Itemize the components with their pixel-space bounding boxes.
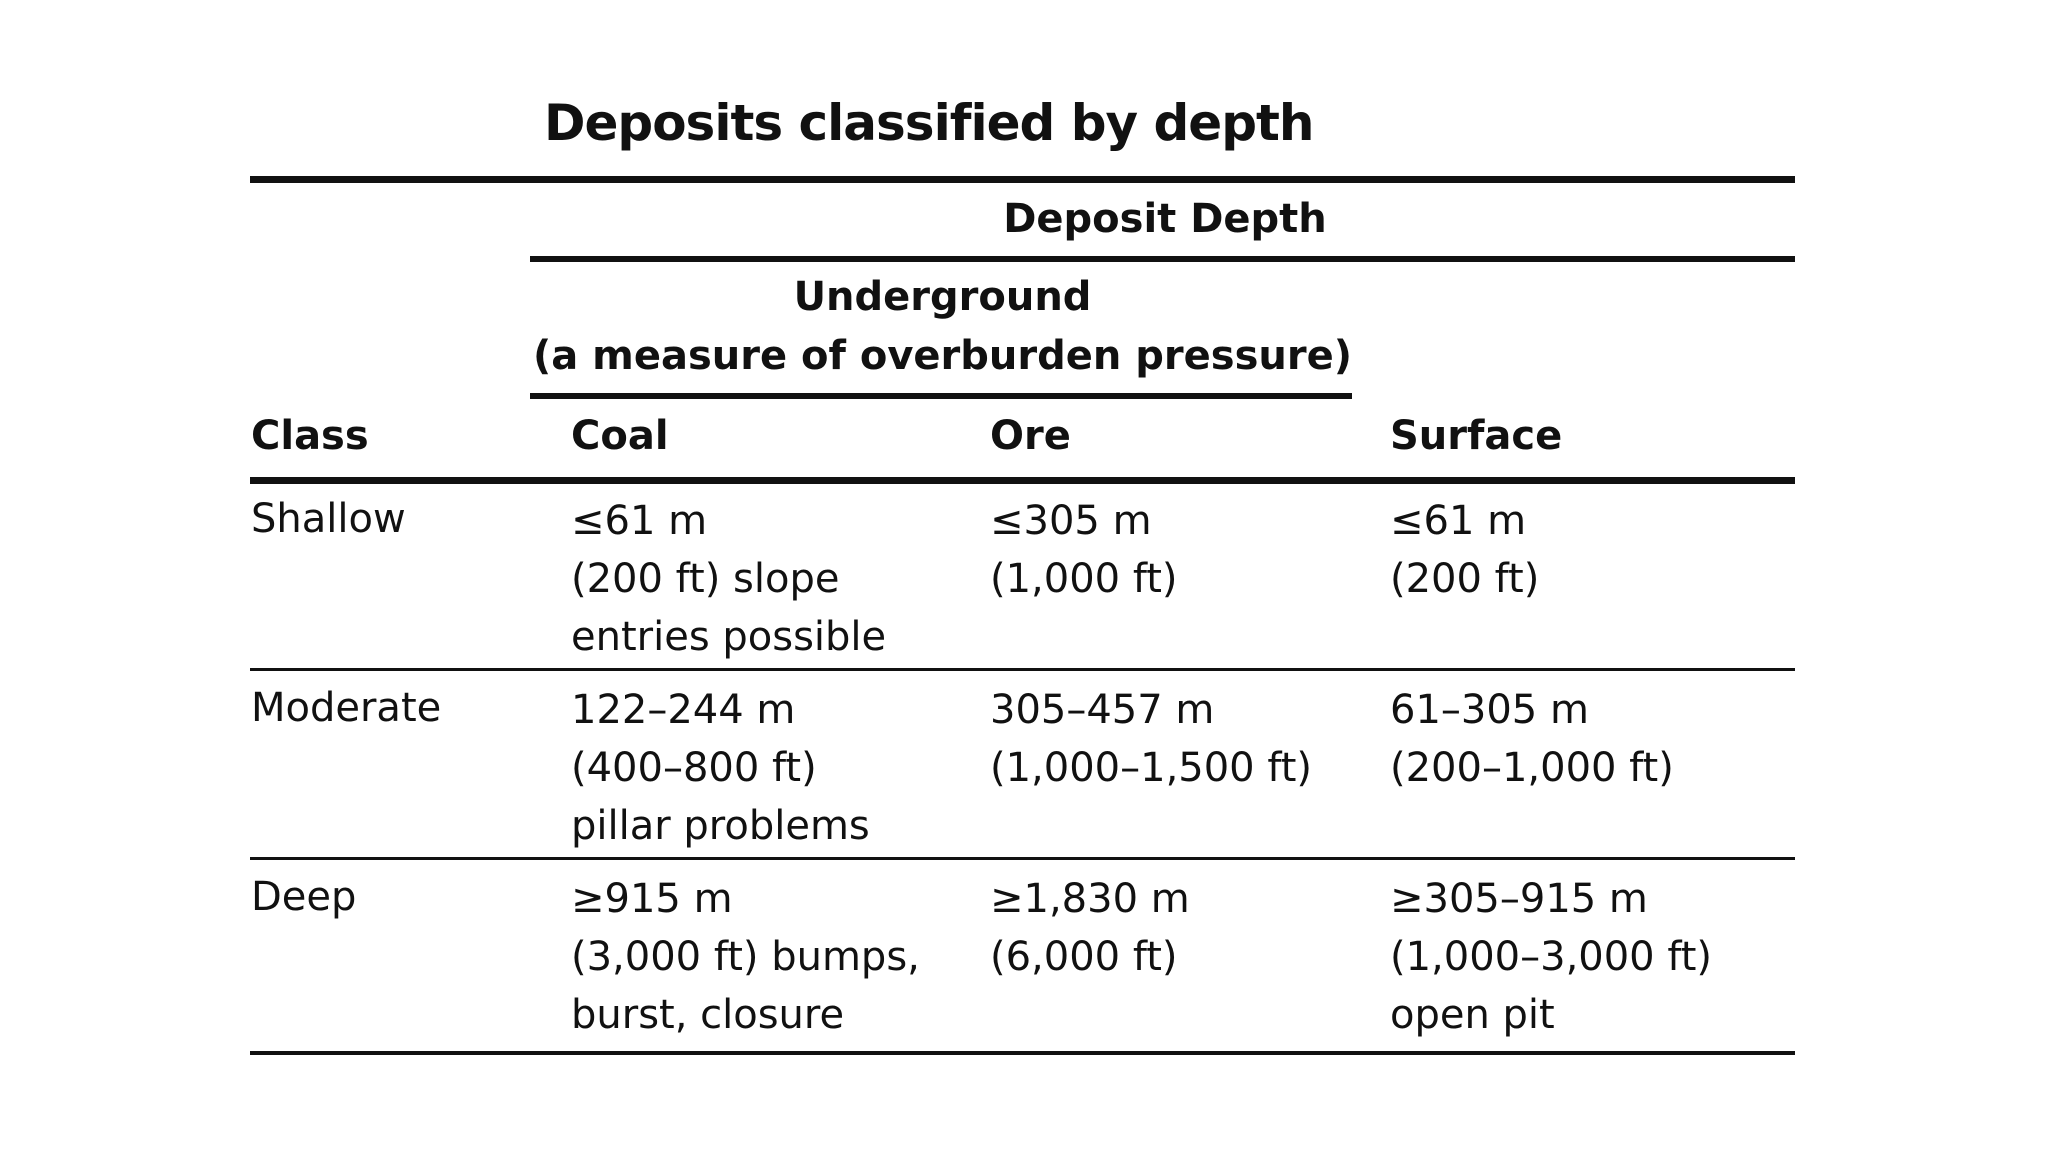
- coal-line: (3,000 ft) bumps,: [571, 934, 920, 980]
- bottom-rule: [250, 1051, 1795, 1055]
- column-header-ore: Ore: [990, 413, 1071, 459]
- ore-line: (1,000 ft): [990, 556, 1178, 602]
- ore-line: ≥1,830 m: [990, 876, 1190, 922]
- table-row-deep: [250, 868, 1795, 1050]
- surface-cell-deep: [1390, 870, 1712, 1044]
- coal-line: entries possible: [571, 614, 887, 660]
- surface-cell-moderate: [1390, 681, 1674, 797]
- surface-line: (200–1,000 ft): [1390, 745, 1674, 791]
- column-header-coal: Coal: [571, 413, 669, 459]
- coal-cell-moderate: [571, 681, 870, 855]
- surface-line: ≤61 m: [1390, 498, 1527, 544]
- class-text: Deep: [251, 874, 357, 920]
- table-row-moderate: [250, 679, 1795, 857]
- ore-cell-moderate: [990, 681, 1312, 797]
- row-divider: [250, 857, 1795, 860]
- row-label-shallow: [251, 490, 406, 548]
- coal-cell-shallow: [571, 492, 886, 666]
- surface-line: (200 ft): [1390, 556, 1540, 602]
- ore-line: (6,000 ft): [990, 934, 1178, 980]
- surface-line: open pit: [1390, 992, 1555, 1038]
- class-text: Shallow: [251, 496, 406, 542]
- group-header-rule: [530, 256, 1795, 262]
- ore-line: (1,000–1,500 ft): [990, 745, 1313, 791]
- surface-line: ≥305–915 m: [1390, 876, 1648, 922]
- column-header-surface: Surface: [1390, 413, 1563, 459]
- coal-line: pillar problems: [571, 803, 870, 849]
- row-label-deep: [251, 868, 356, 926]
- coal-line: 122–244 m: [571, 687, 796, 733]
- surface-cell-shallow: [1390, 492, 1539, 608]
- ore-cell-deep: [990, 870, 1190, 986]
- coal-line: (200 ft) slope: [571, 556, 840, 602]
- ore-line: 305–457 m: [990, 687, 1215, 733]
- subgroup-header-underground-note: (a measure of overburden pressure): [532, 333, 1352, 379]
- coal-cell-deep: [571, 870, 920, 1044]
- coal-line: burst, closure: [571, 992, 845, 1038]
- subgroup-header-rule: [530, 393, 1352, 399]
- coal-line: (400–800 ft): [571, 745, 817, 791]
- surface-line: (1,000–3,000 ft): [1390, 934, 1713, 980]
- column-header-class: Class: [251, 413, 369, 459]
- table-title: Deposits classified by depth: [544, 94, 1314, 152]
- coal-line: ≤61 m: [571, 498, 708, 544]
- surface-line: 61–305 m: [1390, 687, 1589, 733]
- coal-line: ≥915 m: [571, 876, 733, 922]
- header-bottom-rule: [250, 477, 1795, 484]
- ore-cell-shallow: [990, 492, 1178, 608]
- row-divider: [250, 668, 1795, 671]
- table-row-shallow: [250, 490, 1795, 668]
- row-label-moderate: [251, 679, 441, 737]
- subgroup-header-underground: Underground: [793, 274, 1092, 320]
- top-rule: [250, 176, 1795, 183]
- group-header-deposit-depth: Deposit Depth: [1003, 196, 1327, 242]
- ore-line: ≤305 m: [990, 498, 1152, 544]
- class-text: Moderate: [251, 685, 442, 731]
